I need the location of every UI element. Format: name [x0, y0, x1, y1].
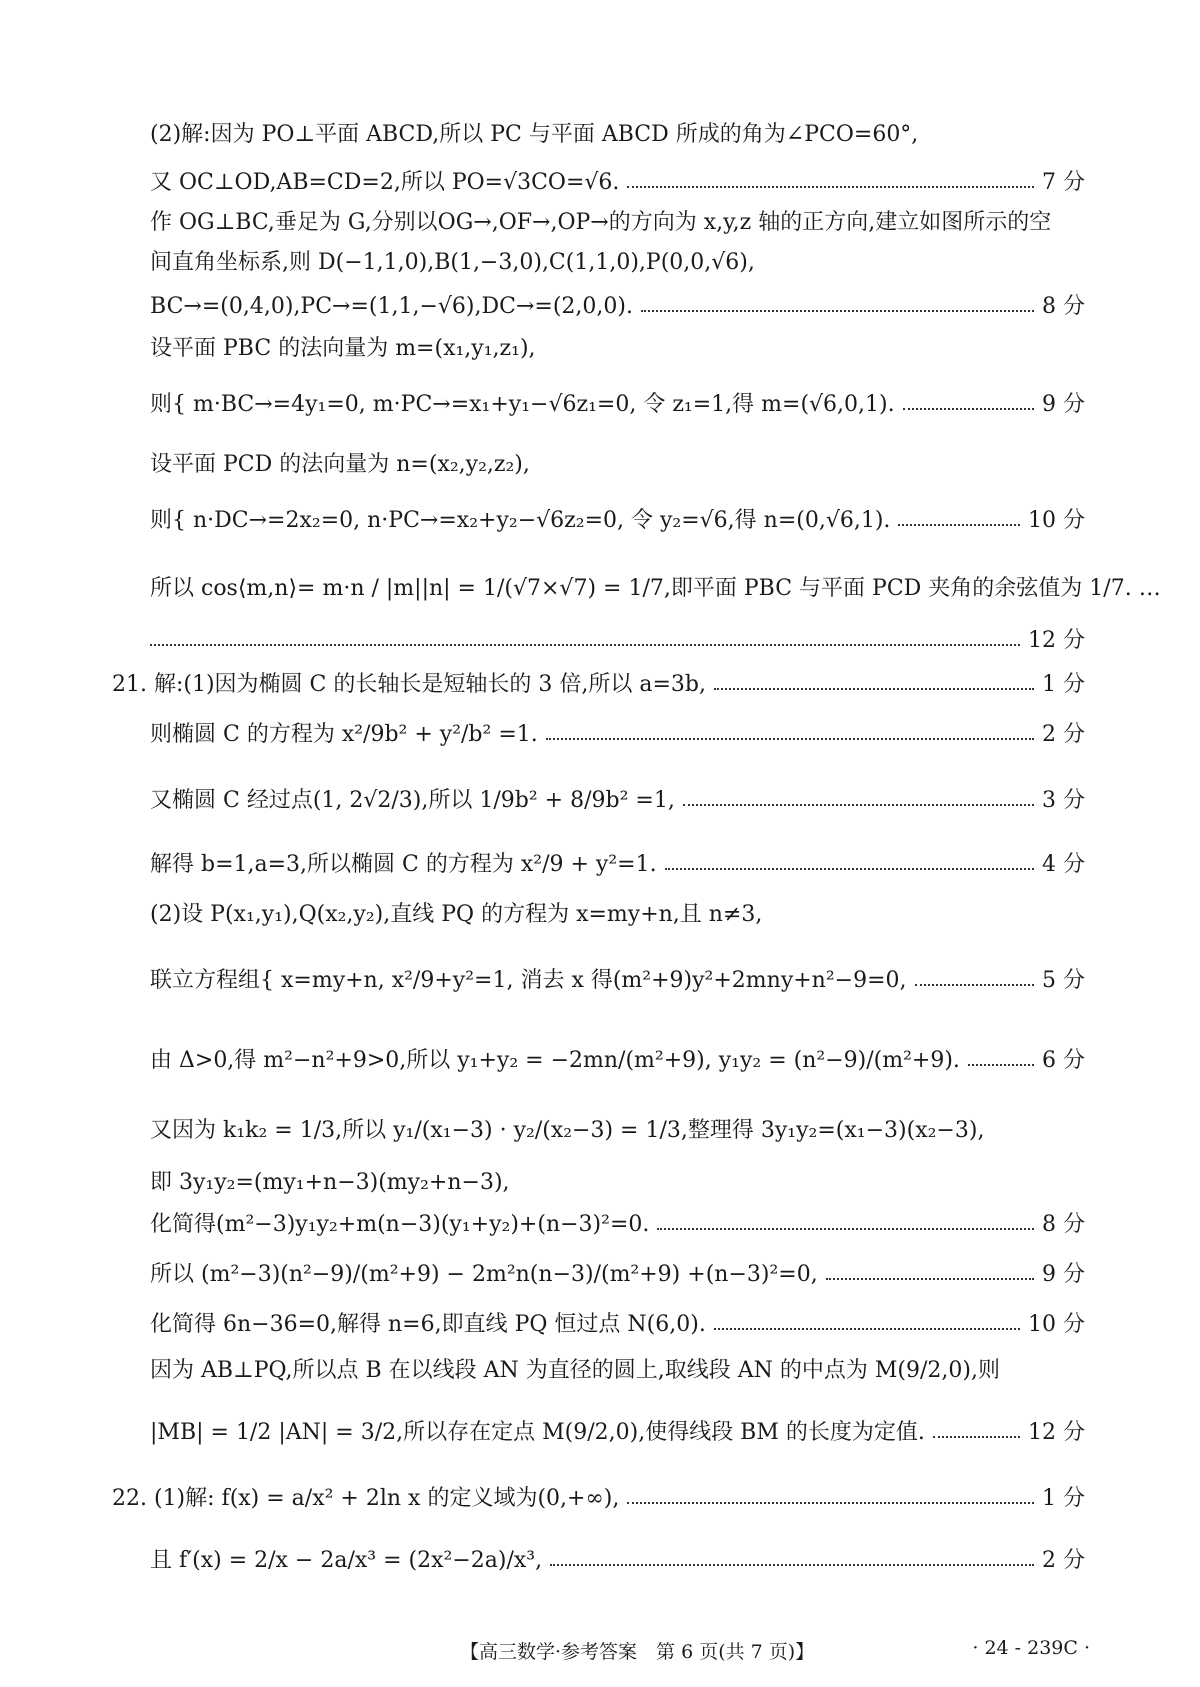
line-text: 间直角坐标系,则 D(−1,1,0),B(1,−3,0),C(1,1,0),P(0,0,√6),	[150, 250, 755, 275]
line-text: 又 OC⊥OD,AB=CD=2,所以 PO=√3CO=√6.	[150, 170, 620, 195]
line-text: 因为 AB⊥PQ,所以点 B 在以线段 AN 为直径的圆上,取线段 AN 的中点为 M(9/2,0),则	[150, 1358, 1000, 1383]
solution-line	[150, 1212, 1085, 1238]
score-label: 2 分	[1042, 1548, 1085, 1573]
solution-line	[150, 1170, 1085, 1196]
line-text: 所以 (m²−3)(n²−9)/(m²+9) − 2m²n(n−3)/(m²+9) +(n−3)²=0,	[150, 1262, 818, 1287]
solution-line	[150, 1048, 1085, 1074]
line-text: 22. (1)解: f(x) = a/x² + 2ln x 的定义域为(0,+∞),	[112, 1486, 620, 1511]
line-text: 则椭圆 C 的方程为 x²/9b² + y²/b² =1.	[150, 722, 538, 747]
leader-dots	[627, 186, 1034, 188]
line-text: 作 OG⊥BC,垂足为 G,分别以OG→,OF→,OP→的方向为 x,y,z 轴的正方向,建立如图所示的空	[150, 210, 1052, 235]
solution-line	[150, 722, 1085, 748]
score-label: 2 分	[1042, 722, 1085, 747]
solution-line	[150, 788, 1085, 814]
leader-dots	[714, 1328, 1020, 1330]
line-text: 设平面 PBC 的法向量为 m=(x₁,y₁,z₁),	[150, 336, 536, 361]
leader-dots	[150, 644, 1020, 646]
solution-line	[150, 1262, 1085, 1288]
line-text: 联立方程组{ x=my+n, x²/9+y²=1, 消去 x 得(m²+9)y²+2mny+n²−9=0,	[150, 968, 907, 993]
solution-line	[150, 336, 1085, 362]
line-text: 由 Δ>0,得 m²−n²+9>0,所以 y₁+y₂ = −2mn/(m²+9), y₁y₂ = (n²−9)/(m²+9).	[150, 1048, 960, 1073]
score-label: 6 分	[1042, 1048, 1085, 1073]
line-text: 化简得 6n−36=0,解得 n=6,即直线 PQ 恒过点 N(6,0).	[150, 1312, 706, 1337]
score-label: 9 分	[1042, 392, 1085, 417]
solution-line	[150, 250, 1085, 276]
score-label: 8 分	[1042, 294, 1085, 319]
leader-dots	[550, 1564, 1034, 1566]
line-text: 且 f′(x) = 2/x − 2a/x³ = (2x²−2a)/x³,	[150, 1548, 543, 1573]
solution-line	[150, 628, 1085, 654]
line-text: 21. 解:(1)因为椭圆 C 的长轴长是短轴长的 3 倍,所以 a=3b,	[112, 672, 706, 697]
footer-title: 【高三数学·参考答案 第 6 页(共 7 页)】	[460, 1641, 815, 1663]
solution-line	[150, 1312, 1085, 1338]
score-label: 1 分	[1042, 672, 1085, 697]
leader-dots	[683, 804, 1034, 806]
score-label: 12 分	[1028, 628, 1085, 653]
score-label: 1 分	[1042, 1486, 1085, 1511]
solution-line	[150, 1358, 1085, 1384]
solution-line	[150, 210, 1085, 236]
leader-dots	[968, 1064, 1034, 1066]
line-text: |MB| = 1/2 |AN| = 3/2,所以存在定点 M(9/2,0),使得线段 BM 的长度为定值.	[150, 1420, 925, 1445]
line-text: 化简得(m²−3)y₁y₂+m(n−3)(y₁+y₂)+(n−3)²=0.	[150, 1212, 650, 1237]
solution-line	[150, 294, 1085, 320]
leader-dots	[933, 1436, 1020, 1438]
line-text: 又因为 k₁k₂ = 1/3,所以 y₁/(x₁−3) · y₂/(x₂−3) = 1/3,整理得 3y₁y₂=(x₁−3)(x₂−3),	[150, 1118, 985, 1143]
score-label: 8 分	[1042, 1212, 1085, 1237]
problem-22-start	[112, 1486, 1085, 1512]
score-label: 4 分	[1042, 852, 1085, 877]
score-label: 5 分	[1042, 968, 1085, 993]
leader-dots	[714, 688, 1034, 690]
leader-dots	[898, 524, 1020, 526]
solution-line	[150, 1548, 1085, 1574]
score-label: 3 分	[1042, 788, 1085, 813]
solution-line	[150, 392, 1085, 418]
solution-line	[150, 968, 1085, 994]
solution-line	[150, 902, 1085, 928]
line-text: 又椭圆 C 经过点(1, 2√2/3),所以 1/9b² + 8/9b² =1,	[150, 788, 675, 813]
footer-code: · 24 - 239C ·	[972, 1637, 1090, 1659]
score-label: 10 分	[1028, 508, 1085, 533]
solution-line	[150, 508, 1085, 534]
score-label: 10 分	[1028, 1312, 1085, 1337]
leader-dots	[903, 408, 1034, 410]
solution-line	[150, 852, 1085, 878]
leader-dots	[665, 868, 1034, 870]
leader-dots	[826, 1278, 1034, 1280]
leader-dots	[627, 1502, 1034, 1504]
leader-dots	[641, 310, 1034, 312]
line-text: 即 3y₁y₂=(my₁+n−3)(my₂+n−3),	[150, 1170, 510, 1195]
score-label: 7 分	[1042, 170, 1085, 195]
line-text: BC→=(0,4,0),PC→=(1,1,−√6),DC→=(2,0,0).	[150, 294, 633, 319]
solution-line	[150, 1118, 1085, 1144]
solution-line	[150, 170, 1085, 196]
line-text: 解得 b=1,a=3,所以椭圆 C 的方程为 x²/9 + y²=1.	[150, 852, 657, 877]
leader-dots	[915, 984, 1034, 986]
line-text: (2)设 P(x₁,y₁),Q(x₂,y₂),直线 PQ 的方程为 x=my+n,且 n≠3,	[150, 902, 763, 927]
leader-dots	[546, 738, 1034, 740]
solution-line	[150, 1420, 1085, 1446]
score-label: 9 分	[1042, 1262, 1085, 1287]
line-text: 则{ m·BC→=4y₁=0, m·PC→=x₁+y₁−√6z₁=0, 令 z₁=1,得 m=(√6,0,1).	[150, 392, 895, 417]
leader-dots	[657, 1228, 1034, 1230]
line-text: 设平面 PCD 的法向量为 n=(x₂,y₂,z₂),	[150, 452, 530, 477]
line-text: (2)解:因为 PO⊥平面 ABCD,所以 PC 与平面 ABCD 所成的角为∠PCO=60°,	[150, 122, 919, 147]
solution-line	[150, 452, 1085, 478]
line-text: 所以 cos⟨m,n⟩= m·n / |m||n| = 1/(√7×√7) = 1/7,即平面 PBC 与平面 PCD 夹角的余弦值为 1/7. …	[150, 576, 1161, 601]
problem-21-start	[112, 672, 1085, 698]
line-text: 则{ n·DC→=2x₂=0, n·PC→=x₂+y₂−√6z₂=0, 令 y₂=√6,得 n=(0,√6,1).	[150, 508, 891, 533]
solution-line	[150, 122, 1085, 148]
solution-line	[150, 572, 1161, 605]
score-label: 12 分	[1028, 1420, 1085, 1445]
